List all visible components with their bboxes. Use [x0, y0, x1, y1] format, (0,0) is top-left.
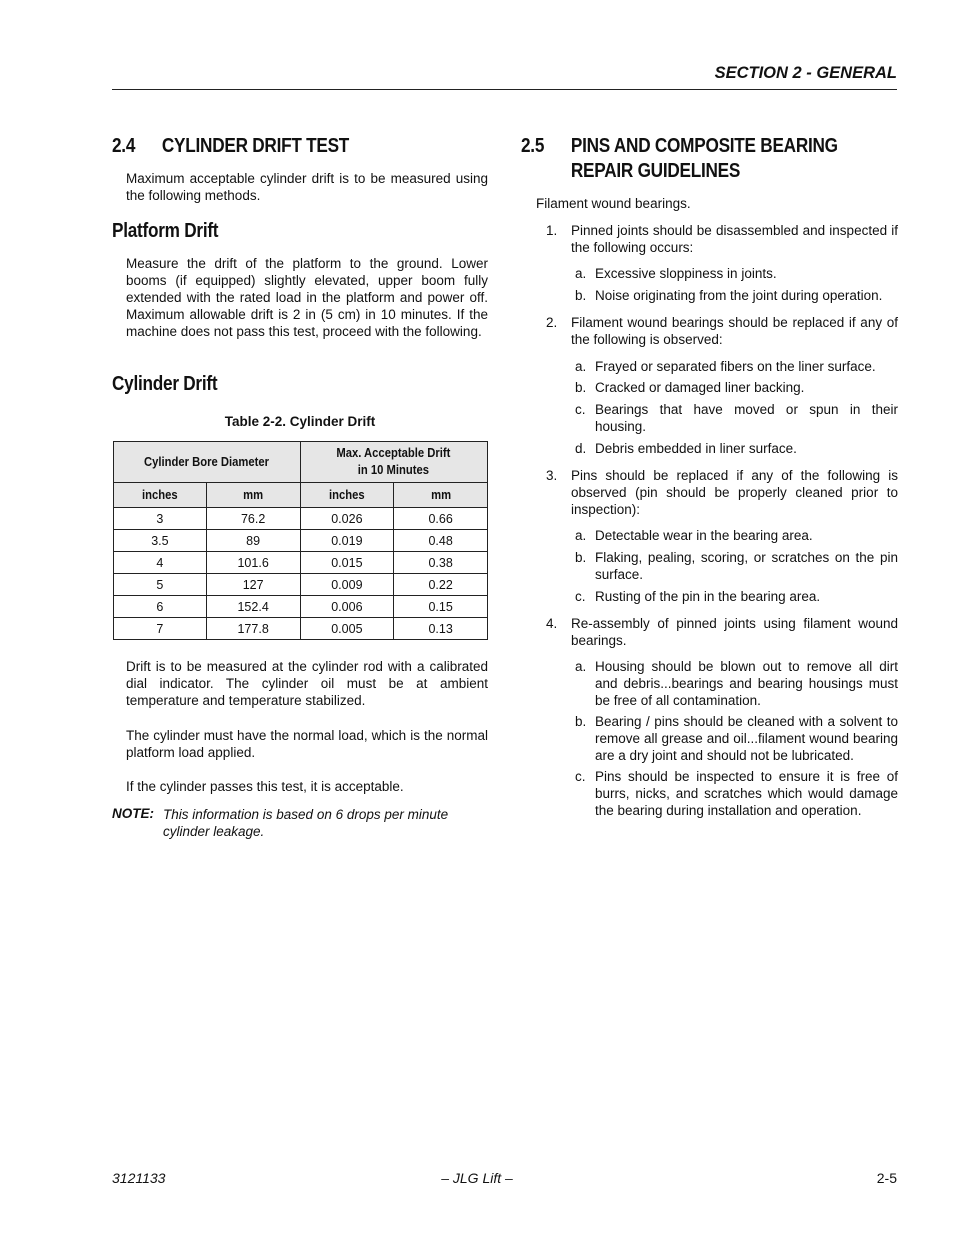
section-intro: Maximum acceptable cylinder drift is to be measured using the following methods.	[126, 171, 488, 203]
section-number: 2.4	[112, 135, 136, 157]
sub-list-item: b. Bearing / pins should be cleaned with a solvent to remove all grease and oil...filament wound bearing are a dry joint and should not be lubricated.	[575, 714, 898, 763]
column-header: mm	[206, 483, 300, 508]
table-cell: 0.026	[300, 508, 394, 530]
table-row	[114, 574, 488, 596]
table-cell: 0.66	[394, 508, 488, 530]
section-number: 2.5	[521, 135, 545, 157]
group-header-bore: Cylinder Bore Diameter	[114, 442, 301, 483]
table-cell: 0.15	[394, 596, 488, 618]
sub-list-item: d. Debris embedded in liner surface.	[575, 441, 797, 456]
column-header: mm	[394, 483, 488, 508]
table-group-header-row	[114, 442, 488, 483]
table-cell: 0.009	[300, 574, 394, 596]
sub-list-item: c. Rusting of the pin in the bearing area.	[575, 589, 821, 604]
table-cell: 4	[114, 552, 207, 574]
table-cell: 0.38	[394, 552, 488, 574]
footer-doc-number: 3121133	[112, 1170, 166, 1186]
table-cell: 0.015	[300, 552, 394, 574]
section-title-line-2: REPAIR GUIDELINES	[570, 160, 741, 182]
sub-list-item: a. Frayed or separated fibers on the liner surface.	[575, 359, 876, 374]
section-title-line-1: PINS AND COMPOSITE BEARING	[570, 135, 838, 157]
table-row	[114, 508, 488, 530]
table-cell: 0.019	[300, 530, 394, 552]
table-row	[114, 618, 488, 640]
note-label: NOTE:	[112, 806, 154, 821]
table-cell: 0.13	[394, 618, 488, 640]
table-cell: 89	[206, 530, 300, 552]
footer-center-text: – JLG Lift –	[441, 1170, 513, 1186]
cylinder-drift-para-1: Drift is to be measured at the cylinder rod with a calibrated dial indicator. The cylinder oil must be at ambient temperature and temperature stabilized.	[126, 659, 488, 708]
table-cell: 5	[114, 574, 207, 596]
column-header: inches	[300, 483, 394, 508]
section-intro: Filament wound bearings.	[536, 196, 691, 211]
sub-list-item: a. Detectable wear in the bearing area.	[575, 528, 813, 543]
table-cell: 6	[114, 596, 207, 618]
table-cell: 101.6	[206, 552, 300, 574]
sub-list-item: b. Flaking, pealing, scoring, or scratches on the pin surface.	[575, 550, 898, 582]
section-2-4-heading	[112, 134, 349, 159]
cylinder-drift-heading: Cylinder Drift	[112, 373, 218, 395]
table-cell: 0.48	[394, 530, 488, 552]
table-cell: 76.2	[206, 508, 300, 530]
sub-list-item: c. Pins should be inspected to ensure it is free of burrs, nicks, and scratches which would damage the bearing during installation and operation.	[575, 769, 898, 818]
sub-list-item: b. Cracked or damaged liner backing.	[575, 380, 805, 395]
table-cell: 3	[114, 508, 207, 530]
table-cell: 0.22	[394, 574, 488, 596]
sub-list-item: b. Noise originating from the joint during operation.	[575, 288, 883, 303]
list-item: 4. Re-assembly of pinned joints using filament wound bearings.	[546, 616, 898, 648]
table-cell: 3.5	[114, 530, 207, 552]
table-caption: Table 2-2. Cylinder Drift	[224, 414, 376, 429]
table-row	[114, 552, 488, 574]
repair-guidelines-list	[536, 222, 898, 819]
sub-list-item: a. Housing should be blown out to remove all dirt and debris...bearings and bearing housings must be free of all contamination.	[575, 659, 898, 708]
table-row	[114, 596, 488, 618]
list-item: 3. Pins should be replaced if any of the following is observed (pin should be properly cleaned prior to inspection):	[546, 468, 898, 517]
table-cell: 177.8	[206, 618, 300, 640]
sub-list-item: a. Excessive sloppiness in joints.	[575, 266, 777, 281]
footer-page-number: 2-5	[876, 1170, 897, 1186]
platform-drift-text: Measure the drift of the platform to the ground. Lower booms (if equipped) slightly elevated, upper boom fully extended with the rated load in the platform and power off. Maximum allowable drift is 2 in (5 cm) in 10 minutes. If the machine does not pass this test, proceed with the following.	[126, 256, 488, 339]
cylinder-drift-para-2: The cylinder must have the normal load, which is the normal platform load applied.	[126, 728, 488, 760]
list-item: 2. Filament wound bearings should be replaced if any of the following is observed:	[546, 315, 898, 347]
cylinder-drift-table	[113, 441, 488, 640]
table-cell: 127	[206, 574, 300, 596]
table-cell: 0.006	[300, 596, 394, 618]
section-title: CYLINDER DRIFT TEST	[161, 135, 350, 157]
cylinder-drift-para-3: If the cylinder passes this test, it is acceptable.	[126, 779, 404, 794]
group-header-drift: Max. Acceptable Drift in 10 Minutes	[300, 442, 488, 483]
section-2-5-heading	[521, 134, 838, 184]
header-divider	[112, 89, 897, 90]
table-row	[114, 530, 488, 552]
table-cell: 7	[114, 618, 207, 640]
platform-drift-heading: Platform Drift	[112, 220, 219, 242]
column-header: inches	[114, 483, 207, 508]
table-cell: 0.005	[300, 618, 394, 640]
section-header-title: SECTION 2 - GENERAL	[714, 64, 897, 82]
table-column-header-row	[114, 483, 488, 508]
table-cell: 152.4	[206, 596, 300, 618]
note-text: This information is based on 6 drops per minute cylinder leakage.	[163, 807, 449, 839]
sub-list-item: c. Bearings that have moved or spun in their housing.	[575, 402, 898, 434]
list-item: 1. Pinned joints should be disassembled and inspected if the following occurs:	[546, 223, 898, 255]
